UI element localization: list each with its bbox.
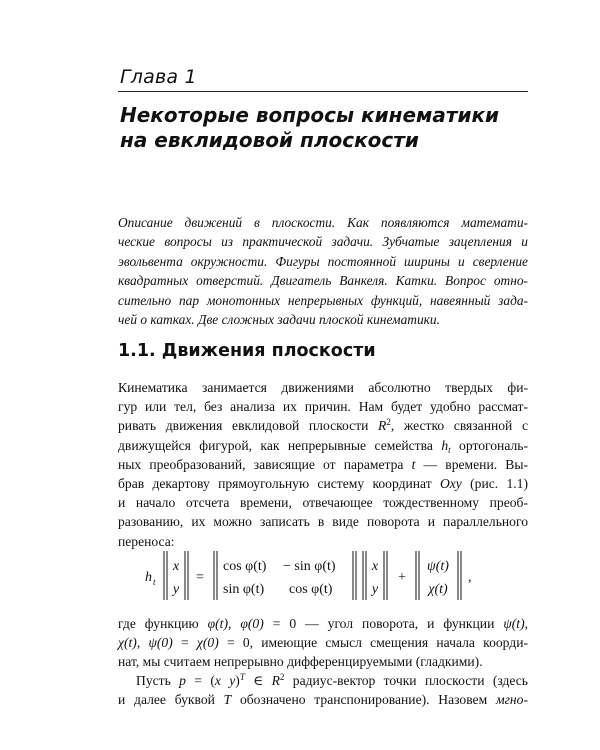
text-span: (рис. 1.1) bbox=[461, 476, 528, 492]
text-span: Кинематика занимается движениями абсолютно твердых фи- bbox=[118, 380, 528, 395]
math-symbol: p bbox=[179, 673, 186, 688]
text-span: , bbox=[227, 616, 241, 631]
matrix-cell-21: sin φ(t) bbox=[223, 582, 265, 597]
paragraph-line bbox=[118, 455, 528, 474]
chapter-divider bbox=[118, 91, 528, 92]
math-symbol: χ(0) bbox=[196, 635, 219, 651]
vector-3-bottom: χ(t) bbox=[428, 582, 448, 597]
text-span: и далее буквой bbox=[118, 692, 224, 708]
vector-3-top: ψ(t) bbox=[427, 559, 449, 574]
text-span: — времени. Вы- bbox=[415, 456, 528, 472]
text-span: , bbox=[524, 616, 529, 631]
text-span: движущейся фигурой, как непрерывные семейства bbox=[118, 437, 442, 453]
math-superscript: 2 bbox=[279, 672, 285, 682]
text-span: Пусть bbox=[136, 673, 180, 688]
vector-1-bottom: y bbox=[172, 582, 180, 597]
math-symbol: R bbox=[378, 418, 387, 434]
text-span: радиус-вектор точки плоскости (здесь bbox=[284, 673, 528, 688]
paragraph-line: и начало отсчета времени, отвечающее тождественному преоб- bbox=[118, 495, 528, 511]
formula-h-subscript: t bbox=[153, 577, 156, 587]
text-span: = 0, имеющие смысл смещения начала коорди- bbox=[218, 635, 529, 651]
abstract-line: сительно пар монотонных непрерывных функций, навеянный зада- bbox=[118, 292, 528, 308]
vector-2-top: x bbox=[371, 559, 379, 574]
abstract-line: квадратных отверстий. Двигатель Ванкеля. Катки. Вопрос отно- bbox=[118, 273, 528, 289]
formula-equals: = bbox=[196, 570, 204, 585]
math-symbol: φ(0) bbox=[240, 616, 264, 631]
paragraph-line: переноса: bbox=[118, 533, 175, 549]
chapter-abstract bbox=[118, 213, 528, 329]
formula-comma: , bbox=[468, 570, 472, 585]
math-symbol: ψ(0) bbox=[148, 635, 173, 651]
math-subscript: t bbox=[448, 444, 451, 455]
paragraph-2 bbox=[118, 614, 528, 672]
paragraph-line: нат, мы считаем непрерывно дифференцируемыми (гладкими). bbox=[118, 654, 483, 670]
section-title: 1.1. Движения плоскости bbox=[118, 341, 376, 361]
paragraph-line bbox=[118, 416, 528, 435]
chapter-title-line-2: на евклидовой плоскости bbox=[120, 128, 419, 152]
chapter-label: Глава 1 bbox=[120, 66, 197, 88]
text-span: = bbox=[172, 635, 197, 651]
text-span: где функцию bbox=[118, 616, 208, 631]
text-span: ривать движения евклидовой плоскости bbox=[118, 418, 379, 434]
paragraph-line bbox=[118, 671, 528, 690]
text-span: = 0 — угол поворота, и функции bbox=[263, 616, 504, 631]
paragraph-line bbox=[118, 378, 528, 397]
text-span: ) bbox=[235, 673, 240, 688]
paragraph-1 bbox=[118, 378, 528, 551]
text-span: ∈ bbox=[244, 673, 272, 688]
paragraph-line bbox=[118, 436, 528, 455]
text-span: брав декартову прямоугольную систему координат bbox=[118, 476, 440, 492]
matrix-cell-22: cos φ(t) bbox=[289, 582, 333, 597]
chapter-title bbox=[120, 103, 540, 153]
text-span: ортогональ- bbox=[450, 437, 528, 453]
text-span: , жестко связанной с bbox=[390, 418, 528, 434]
matrix-cell-11: cos φ(t) bbox=[223, 559, 267, 574]
abstract-line: Описание движений в плоскости. Как появляются математи- bbox=[118, 215, 528, 230]
text-span: , bbox=[136, 635, 149, 651]
text-span: ных преобразований, зависящие от параметра bbox=[118, 456, 412, 472]
math-symbol: χ(t) bbox=[118, 635, 137, 651]
paragraph-line: гур или тел, без анализа их причин. Нам будет удобно рассмат- bbox=[118, 399, 528, 415]
abstract-line: чей о катках. Две сложных задачи плоской кинематики. bbox=[118, 312, 440, 328]
math-symbol: ψ(t) bbox=[503, 616, 525, 631]
paragraph-3 bbox=[118, 671, 528, 709]
math-symbol: R bbox=[271, 673, 280, 688]
text-span: = ( bbox=[185, 673, 215, 688]
formula-graphic bbox=[140, 548, 540, 604]
paragraph-line bbox=[118, 474, 528, 493]
abstract-line: ческие вопросы из практической задачи. Зубчатые зацепления и bbox=[118, 234, 528, 250]
text-span-italic: мгно- bbox=[495, 692, 528, 708]
math-symbol: Oxy bbox=[439, 476, 462, 492]
math-superscript: 2 bbox=[386, 417, 391, 428]
math-symbol: φ(t) bbox=[207, 616, 228, 631]
motion-formula bbox=[140, 548, 540, 604]
formula-plus: + bbox=[398, 570, 406, 585]
math-symbol: t bbox=[411, 456, 416, 472]
math-symbol: x y bbox=[214, 673, 236, 688]
paragraph-line bbox=[118, 633, 528, 652]
paragraph-line bbox=[118, 690, 528, 709]
vector-2-bottom: y bbox=[371, 582, 379, 597]
paragraph-line bbox=[118, 614, 528, 633]
chapter-title-line-1: Некоторые вопросы кинематики bbox=[120, 103, 500, 127]
formula-h: h bbox=[145, 570, 152, 585]
vector-1-top: x bbox=[172, 559, 180, 574]
math-superscript: T bbox=[239, 672, 245, 682]
matrix-cell-12: − sin φ(t) bbox=[283, 559, 336, 574]
math-symbol: h bbox=[441, 437, 449, 453]
paragraph-line: разованию, их можно записать в виде поворота и параллельного bbox=[118, 514, 528, 530]
abstract-line: эвольвента окружности. Фигуры постоянной ширины и сверление bbox=[118, 253, 528, 269]
math-symbol: T bbox=[223, 692, 232, 708]
text-span: обозначено транспонирование). Назовем bbox=[231, 692, 496, 708]
